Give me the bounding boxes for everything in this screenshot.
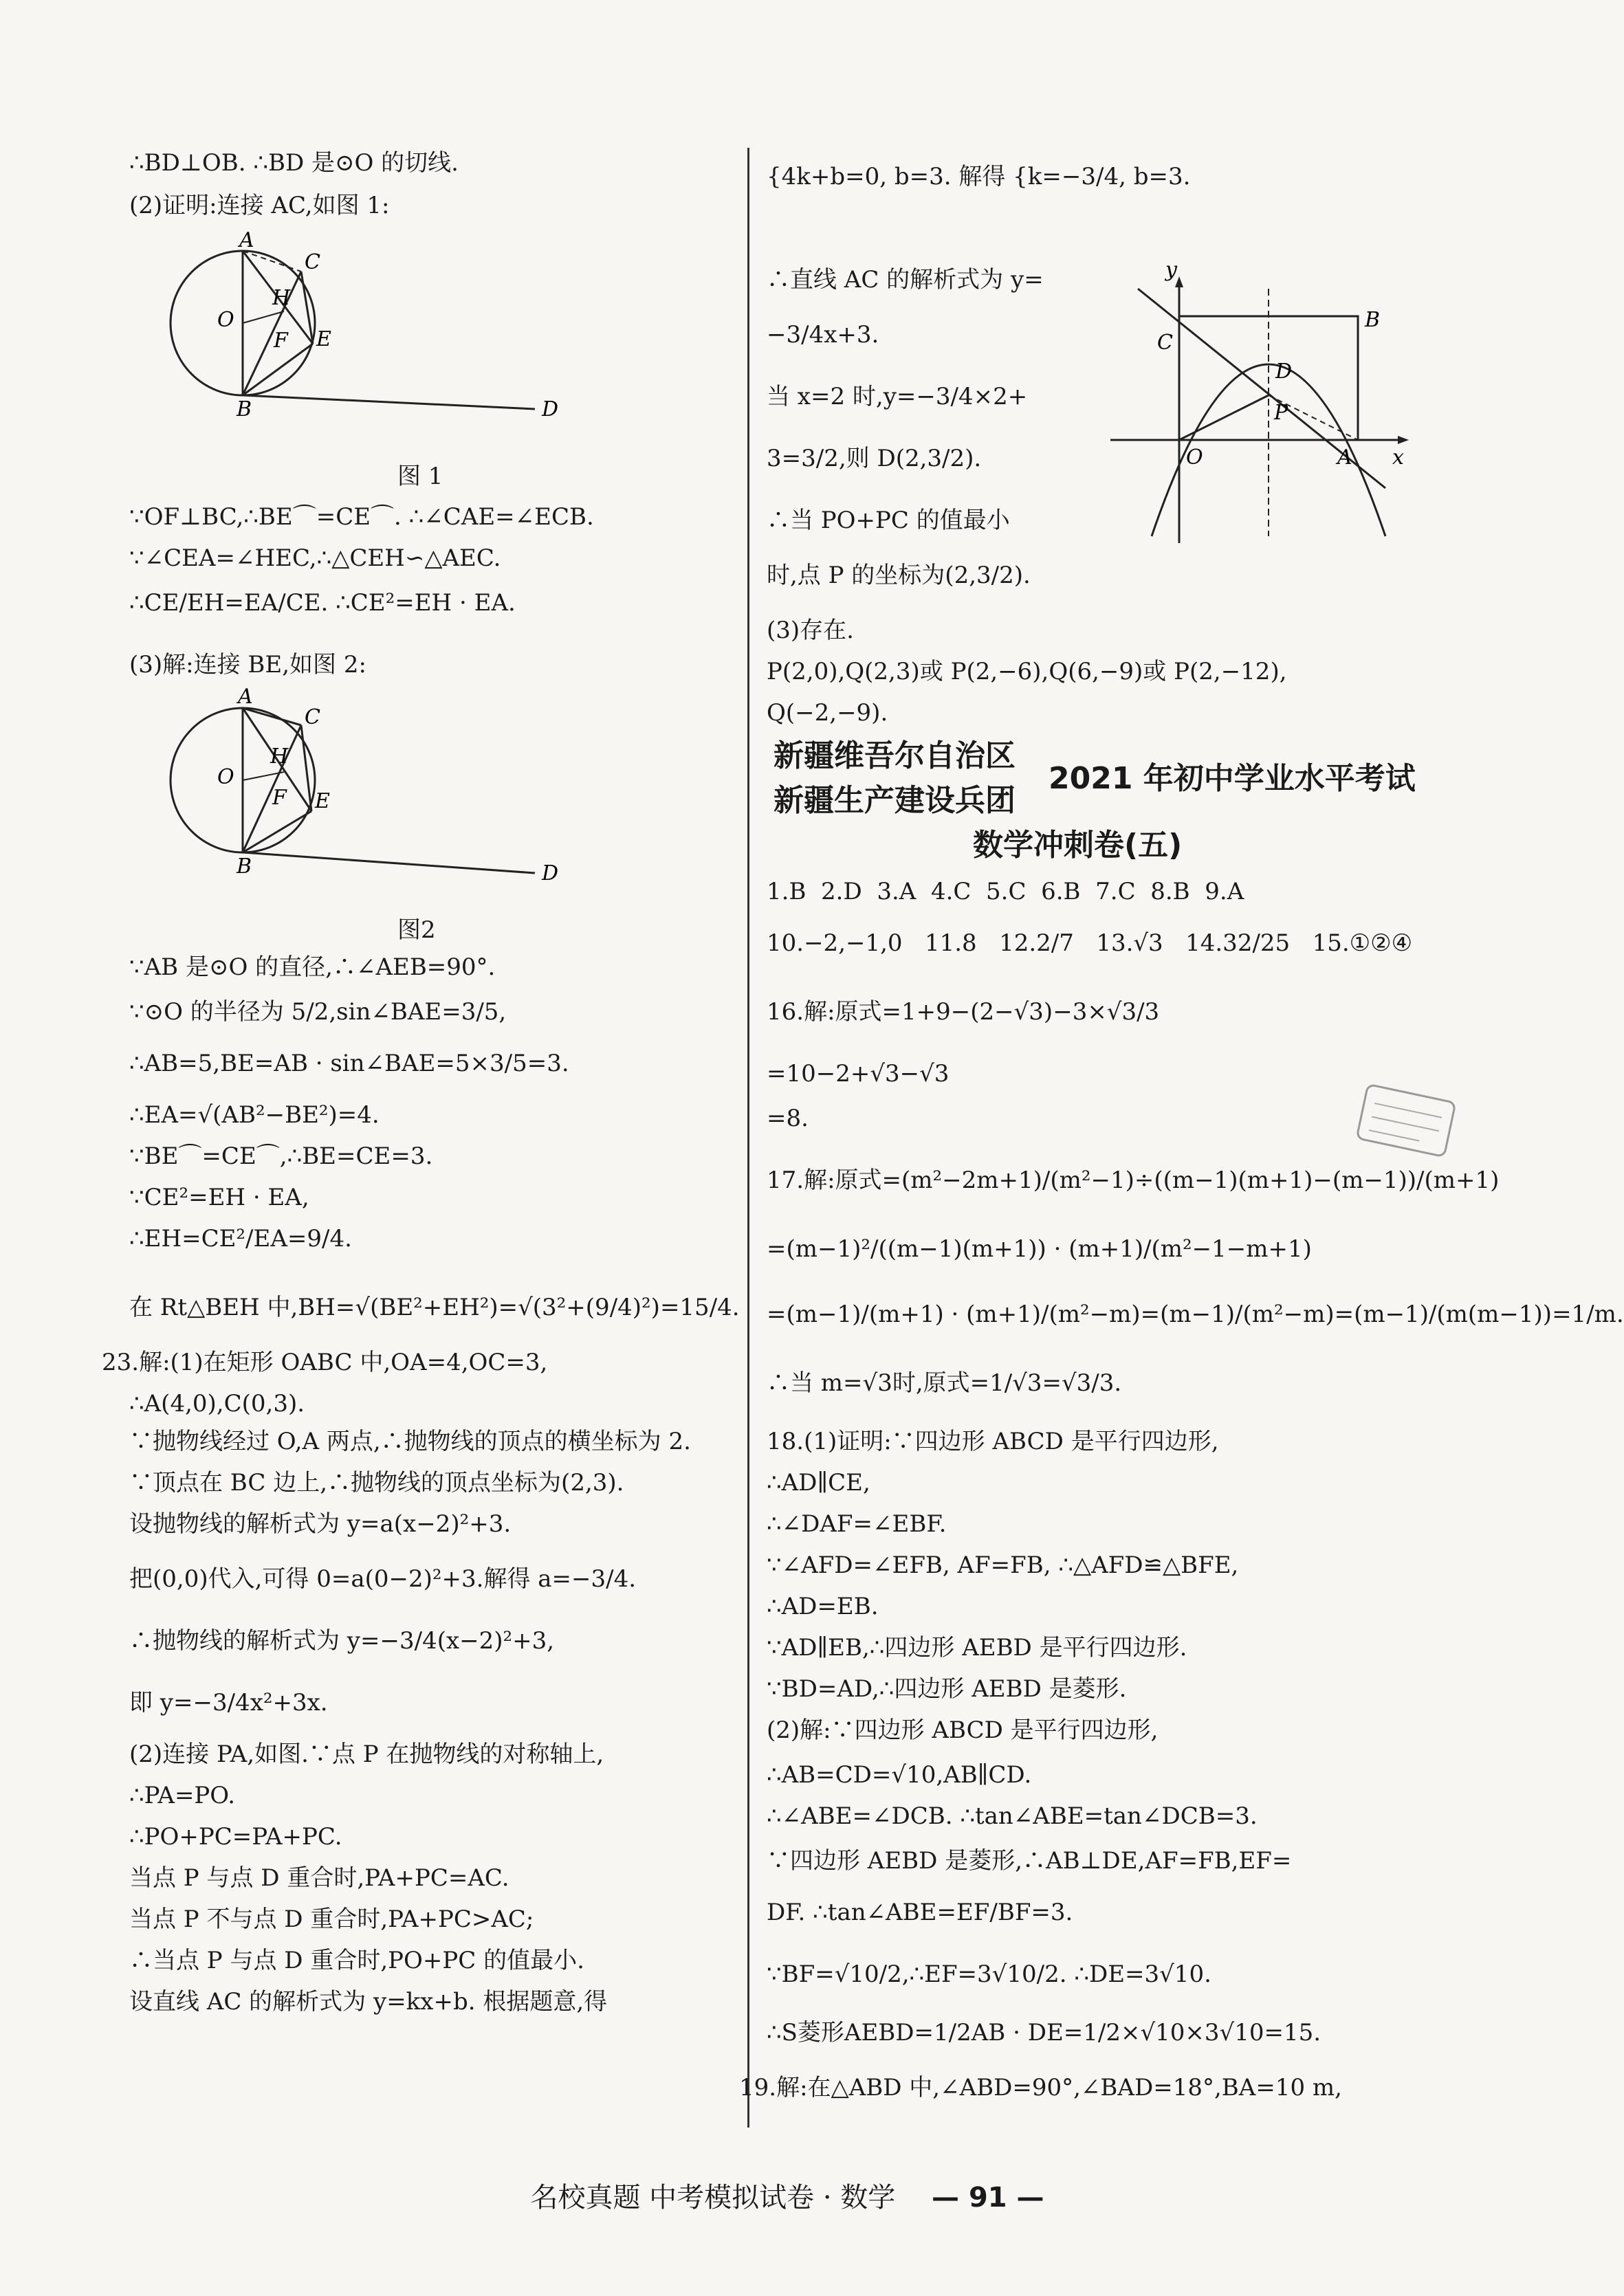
- heading-region-2: 新疆生产建设兵团: [773, 783, 1016, 818]
- label-b: B: [237, 397, 252, 421]
- text-line: (3)存在.: [767, 617, 854, 644]
- text-line: ∴AD∥CE,: [767, 1469, 870, 1497]
- figure-1-circle-diagram: [136, 228, 576, 421]
- text-line: ∴当点 P 与点 D 重合时,PO+PC 的值最小.: [129, 1947, 584, 1974]
- text-line: 18.(1)证明:∵四边形 ABCD 是平行四边形,: [767, 1428, 1219, 1455]
- text-line: ∵AD∥EB,∴四边形 AEBD 是平行四边形.: [767, 1634, 1187, 1662]
- text-line: ∴直线 AC 的解析式为 y=: [767, 266, 1044, 294]
- text-line: 3=3/2,则 D(2,3/2).: [767, 445, 982, 472]
- text-line: ∴∠DAF=∠EBF.: [767, 1510, 947, 1538]
- text-line: 10.−2,−1,0 11.8 12.2/7 13.√3 14.32/25 15.①②④: [767, 929, 1413, 957]
- text-line: −3/4x+3.: [767, 321, 879, 349]
- text-line: ∴S菱形AEBD=1/2AB · DE=1/2×√10×3√10=15.: [767, 2019, 1321, 2046]
- label-c: C: [305, 705, 320, 729]
- label-c: C: [305, 250, 320, 274]
- text-line: 1.B 2.D 3.A 4.C 5.C 6.B 7.C 8.B 9.A: [767, 878, 1244, 905]
- text-line: (2)证明:连接 AC,如图 1:: [129, 192, 390, 219]
- text-line: 时,点 P 的坐标为(2,3/2).: [767, 562, 1031, 589]
- text-line: 23.解:(1)在矩形 OABC 中,OA=4,OC=3,: [102, 1349, 548, 1376]
- text-line: ∵∠CEA=∠HEC,∴△CEH∽△AEC.: [129, 544, 501, 572]
- text-line: ∴AB=5,BE=AB · sin∠BAE=5×3/5=3.: [129, 1050, 569, 1077]
- graph-label-o: O: [1186, 445, 1203, 470]
- text-line: ∵⊙O 的半径为 5/2,sin∠BAE=3/5,: [129, 998, 507, 1026]
- text-line: 当点 P 与点 D 重合时,PA+PC=AC.: [129, 1864, 509, 1892]
- text-line: {4k+b=0, b=3. 解得 {k=−3/4, b=3.: [767, 163, 1191, 190]
- label-o: O: [217, 765, 234, 789]
- label-d: D: [542, 397, 559, 421]
- label-e: E: [316, 327, 331, 351]
- text-line: 当点 P 不与点 D 重合时,PA+PC>AC;: [129, 1906, 534, 1933]
- text-line: Q(−2,−9).: [767, 699, 888, 727]
- label-f: F: [274, 329, 288, 353]
- label-h: H: [270, 744, 289, 769]
- graph-label-b: B: [1365, 308, 1381, 332]
- text-line: =(m−1)²/((m−1)(m+1)) · (m+1)/(m²−1−m+1): [767, 1235, 1312, 1263]
- text-line: ∵∠AFD=∠EFB, AF=FB, ∴△AFD≌△BFE,: [767, 1552, 1239, 1579]
- text-line: 把(0,0)代入,可得 0=a(0−2)²+3.解得 a=−3/4.: [129, 1565, 637, 1593]
- stamp-graphic: [1348, 1079, 1464, 1162]
- graph-label-x: x: [1392, 445, 1404, 470]
- figure-2-circle-diagram: [136, 685, 576, 897]
- text-line: ∵OF⊥BC,∴BE⌒=CE⌒. ∴∠CAE=∠ECB.: [129, 503, 594, 531]
- label-a: A: [239, 228, 254, 252]
- column-divider: [747, 148, 749, 2128]
- page-footer: [0, 2176, 1574, 2215]
- text-line: ∵抛物线经过 O,A 两点,∴抛物线的顶点的横坐标为 2.: [129, 1428, 691, 1455]
- text-line: ∴CE/EH=EA/CE. ∴CE²=EH · EA.: [129, 589, 516, 617]
- text-line: ∴EH=CE²/EA=9/4.: [129, 1225, 352, 1252]
- label-f: F: [272, 786, 287, 810]
- label-o: O: [217, 308, 234, 332]
- text-line: 16.解:原式=1+9−(2−√3)−3×√3/3: [767, 998, 1160, 1026]
- text-line: ∴BD⊥OB. ∴BD 是⊙O 的切线.: [129, 149, 459, 177]
- text-line: =10−2+√3−√3: [767, 1060, 950, 1088]
- text-line: (2)连接 PA,如图.∵点 P 在抛物线的对称轴上,: [129, 1741, 604, 1768]
- text-line: ∴PA=PO.: [129, 1782, 235, 1809]
- text-line: 当 x=2 时,y=−3/4×2+: [767, 383, 1028, 410]
- graph-label-c: C: [1157, 331, 1173, 355]
- graph-label-y: y: [1165, 258, 1177, 282]
- figure-2-caption: 图2: [397, 916, 436, 944]
- heading-exam-title: 2021 年初中学业水平考试: [1049, 761, 1416, 796]
- label-e: E: [315, 789, 330, 813]
- text-line: ∴当 m=√3时,原式=1/√3=√3/3.: [767, 1369, 1122, 1397]
- text-line: DF. ∴tan∠ABE=EF/BF=3.: [767, 1899, 1073, 1926]
- heading-region-1: 新疆维吾尔自治区: [773, 738, 1016, 773]
- text-line: ∵BE⌒=CE⌒,∴BE=CE=3.: [129, 1143, 433, 1170]
- text-line: 即 y=−3/4x²+3x.: [129, 1689, 328, 1717]
- text-line: 设直线 AC 的解析式为 y=kx+b. 根据题意,得: [129, 1988, 608, 2016]
- label-a: A: [238, 685, 253, 709]
- text-line: P(2,0),Q(2,3)或 P(2,−6),Q(6,−9)或 P(2,−12),: [767, 658, 1287, 685]
- text-line: ∴A(4,0),C(0,3).: [129, 1390, 305, 1417]
- text-line: ∴PO+PC=PA+PC.: [129, 1823, 342, 1851]
- label-h: H: [272, 286, 291, 310]
- text-line: 在 Rt△BEH 中,BH=√(BE²+EH²)=√(3²+(9/4)²)=15/4.: [129, 1294, 740, 1321]
- graph-label-p: P: [1274, 401, 1288, 425]
- text-line: ∴AB=CD=√10,AB∥CD.: [767, 1761, 1032, 1789]
- figure-1-caption: 图 1: [397, 463, 443, 490]
- text-line: 19.解:在△ABD 中,∠ABD=90°,∠BAD=18°,BA=10 m,: [739, 2074, 1342, 2101]
- text-line: ∴当 PO+PC 的值最小: [767, 507, 1010, 534]
- text-line: =8.: [767, 1105, 809, 1132]
- footer-title: 名校真题 中考模拟试卷 · 数学: [530, 2182, 896, 2214]
- heading-sub-title: 数学冲刺卷(五): [973, 828, 1183, 863]
- text-line: (2)解:∵四边形 ABCD 是平行四边形,: [767, 1717, 1159, 1744]
- graph-label-d: D: [1275, 360, 1293, 384]
- label-d: D: [542, 861, 559, 885]
- label-b: B: [237, 854, 252, 879]
- text-line: ∵四边形 AEBD 是菱形,∴AB⊥DE,AF=FB,EF=: [767, 1847, 1292, 1875]
- text-line: ∵BD=AD,∴四边形 AEBD 是菱形.: [767, 1675, 1127, 1703]
- graph-label-a: A: [1337, 445, 1352, 470]
- text-line: ∵CE²=EH · EA,: [129, 1184, 309, 1211]
- text-line: ∵顶点在 BC 边上,∴抛物线的顶点坐标为(2,3).: [129, 1469, 624, 1497]
- parabola-graph: [1110, 258, 1413, 550]
- text-line: ∴∠ABE=∠DCB. ∴tan∠ABE=tan∠DCB=3.: [767, 1802, 1258, 1830]
- text-line: (3)解:连接 BE,如图 2:: [129, 651, 366, 678]
- text-line: ∴AD=EB.: [767, 1593, 879, 1620]
- text-line: =(m−1)/(m+1) · (m+1)/(m²−m)=(m−1)/(m²−m)=(m−1)/(m(m−1))=1/m.: [767, 1301, 1624, 1328]
- text-line: ∴EA=√(AB²−BE²)=4.: [129, 1101, 380, 1129]
- text-line: ∵BF=√10/2,∴EF=3√10/2. ∴DE=3√10.: [767, 1961, 1211, 1988]
- text-line: ∴抛物线的解析式为 y=−3/4(x−2)²+3,: [129, 1627, 555, 1655]
- page-number: — 91 —: [932, 2182, 1044, 2214]
- text-line: ∵AB 是⊙O 的直径,∴∠AEB=90°.: [129, 953, 496, 981]
- text-line: 17.解:原式=(m²−2m+1)/(m²−1)÷((m−1)(m+1)−(m−1))/(m+1): [767, 1167, 1500, 1194]
- text-line: 设抛物线的解析式为 y=a(x−2)²+3.: [129, 1510, 512, 1538]
